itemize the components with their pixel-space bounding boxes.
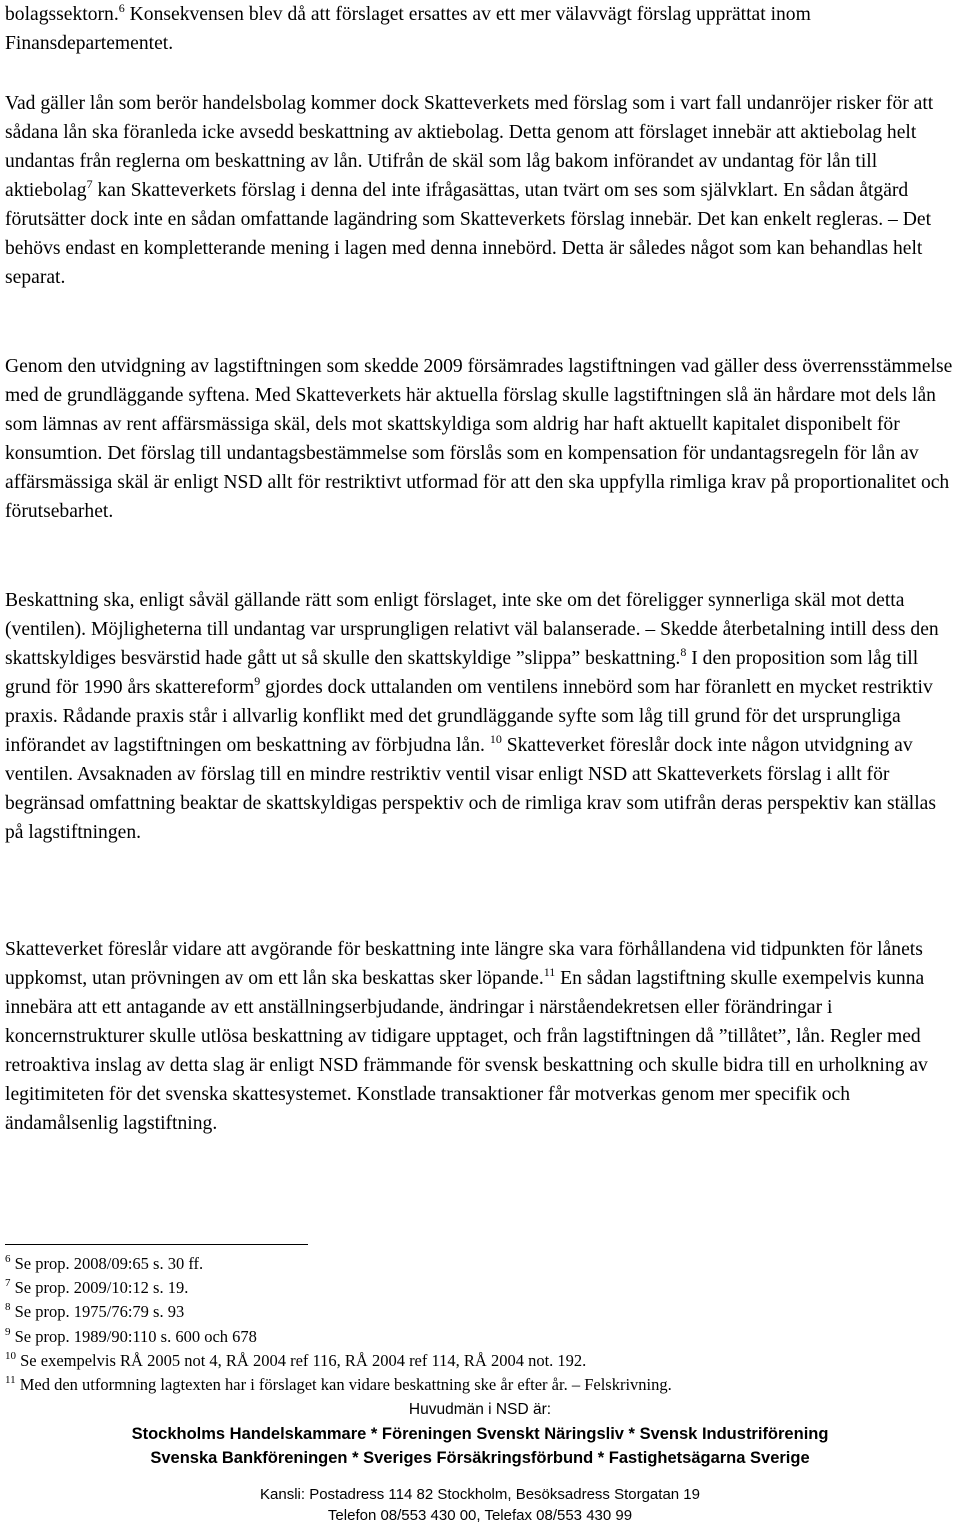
- footnote-text: Med den utformning lagtexten har i förslaget kan vidare beskattning ske år efter år. – Felskrivning.: [15, 1375, 672, 1395]
- footnote-reference: 11: [543, 965, 556, 979]
- footnote-reference: 9: [254, 674, 261, 688]
- footnote: [5, 1300, 955, 1324]
- footnote-reference: 10: [489, 732, 502, 746]
- footer-address: Kansli: Postadress 114 82 Stockholm, Besöksadress Storgatan 19: [260, 1486, 700, 1503]
- footnote-text: Se prop. 1989/90:110 s. 600 och 678: [10, 1326, 257, 1346]
- footnote-number: 8: [5, 1301, 11, 1314]
- footer-members-line-2: Svenska Bankföreningen * Sveriges Försäkringsförbund * Fastighetsägarna Sverige: [150, 1449, 810, 1467]
- footnotes: [5, 1252, 955, 1397]
- footnote: [5, 1276, 955, 1300]
- footnote-reference: 8: [680, 645, 687, 659]
- paragraph-text: Beskattning ska, enligt såväl gällande rätt som enligt förslaget, inte ske om det föreligger synnerliga skäl mot detta (ventilen). Möjligheterna till undantag var ursprungligen relativt väl balanserade. – Skedde återbetalning intill dess den skattskyldiges besvärstid hade gått ut så skulle den skattskyldige ”slippa” beskattning.: [5, 590, 939, 669]
- footnote-number: 11: [5, 1374, 16, 1387]
- footnote: [5, 1349, 955, 1373]
- footnote-number: 10: [5, 1349, 16, 1362]
- footnote-number: 6: [5, 1253, 11, 1265]
- paragraph-text: Genom den utvidgning av lagstiftningen som skedde 2009 försämrades lagstiftningen vad gäller dess överrensstämmelse med de grundläggande syftena. Med Skatteverkets här aktuella förslag skulle lagstiftningen slå än hårdare mot dels lån som lämnas av rent affärsmässiga skäl, dels mot skattskyldiga som aldrig har haft aktuellt kapitalet disponibelt för konsumtion. Det förslag till undantagsbestämmelse som förslås som en kompensation för undantagsregeln för lån av affärsmässiga skäl är enligt NSD allt för restriktivt utformad för att den ska uppfylla rimliga krav på proportionalitet och förutsebarhet.: [5, 356, 953, 522]
- footnote-divider: [5, 1244, 308, 1245]
- paragraph-5: [5, 935, 955, 1138]
- paragraph-text: Konsekvensen blev då att förslaget ersattes av ett mer välavvägt förslag upprättat inom Finansdepartementet.: [5, 4, 811, 54]
- footnote-number: 9: [5, 1325, 11, 1338]
- paragraph-text: I den proposition som låg till grund för 1990 års skattereform: [5, 648, 919, 698]
- footnote: [5, 1373, 955, 1397]
- footnote-number: 7: [5, 1277, 11, 1290]
- paragraph-4: [5, 586, 955, 847]
- footnote-text: Se prop. 1975/76:79 s. 93: [10, 1302, 185, 1322]
- paragraph-3: [5, 352, 955, 526]
- paragraph-text: En sådan lagstiftning skulle exempelvis kunna innebära att ett antagande av ett anställningserbjudande, ändringar i närståendekretsen eller förändringar i koncernstrukturer skulle utlösa beskattning av tidigare upptaget, och från lagstiftningen då ”tillåtet”, lån. Regler med retroaktiva inslag av detta slag är enligt NSD främmande för svensk beskattning och skulle bidra till en urholkning av legitimiteten för det svenska skattesystemet. Konstlade transaktioner får motverkas genom mer specifik och ändamålsenlig lagstiftning.: [5, 968, 928, 1134]
- footnote-text: Se exempelvis RÅ 2005 not 4, RÅ 2004 ref 116, RÅ 2004 ref 114, RÅ 2004 not. 192.: [16, 1350, 587, 1370]
- paragraph-text: Skatteverket föreslår vidare att avgörande för beskattning inte längre ska vara förhållandena vid tidpunkten för lånets uppkomst, utan prövningen av om ett lån ska beskattas sker löpande.: [5, 939, 923, 989]
- footnote: [5, 1325, 955, 1349]
- footnote-reference: 6: [118, 1, 125, 15]
- paragraph-1: [5, 0, 955, 58]
- footnote-text: Se prop. 2008/09:65 s. 30 ff.: [10, 1254, 204, 1273]
- footnote-text: Se prop. 2009/10:12 s. 19.: [10, 1278, 189, 1298]
- footnote-reference: 7: [86, 177, 93, 191]
- footer-phone: Telefon 08/553 430 00, Telefax 08/553 430 99: [327, 1507, 633, 1524]
- paragraph-text: kan Skatteverkets förslag i denna del inte ifrågasättas, utan tvärt om ses som självklart. En sådan åtgärd förutsätter dock inte en sådan omfattande lagändring som Skatteverkets förslag innebär. Det kan enkelt regleras. – Det behövs endast en kompletterande mening i lagen med denna innebörd. Detta är således något som kan behandlas helt separat.: [5, 180, 932, 288]
- paragraph-text: Vad gäller lån som berör handelsbolag kommer dock Skatteverkets med förslag som i vart fall undanröjer risker för att sådana lån ska föranleda icke avsedd beskattning av aktiebolag. Detta genom att förslaget innebär att aktiebolag helt undantas från reglerna om beskattning av lån. Utifrån de skäl som låg bakom införandet av undantag för lån till aktiebolag: [5, 93, 934, 201]
- paragraph-text: gjordes dock uttalanden om ventilens innebörd som har föranlett en mycket restriktiv praxis. Rådande praxis står i allvarlig konflikt med det grundläggande syfte som låg till grund för det ursprungliga införandet av lagstiftningen om beskattning av förbjudna lån.: [5, 677, 933, 756]
- paragraph-2: [5, 89, 955, 292]
- paragraph-text: Skatteverket föreslår dock inte någon utvidgning av ventilen. Avsaknaden av förslag till en mindre restriktiv ventil visar enligt NSD att Skatteverkets förslag i allt för begränsad omfattning beaktar de skattskyldigas perspektiv och de rimliga krav som utifrån deras perspektiv kan ställas på lagstiftningen.: [5, 735, 936, 843]
- footer-members-line-1: Stockholms Handelskammare * Föreningen Svenskt Näringsliv * Svensk Industriförening: [131, 1425, 829, 1443]
- paragraph-text: bolagssektorn.: [5, 4, 119, 25]
- footnote: [5, 1252, 955, 1276]
- footer-principals-label: Huvudmän i NSD är:: [408, 1401, 552, 1418]
